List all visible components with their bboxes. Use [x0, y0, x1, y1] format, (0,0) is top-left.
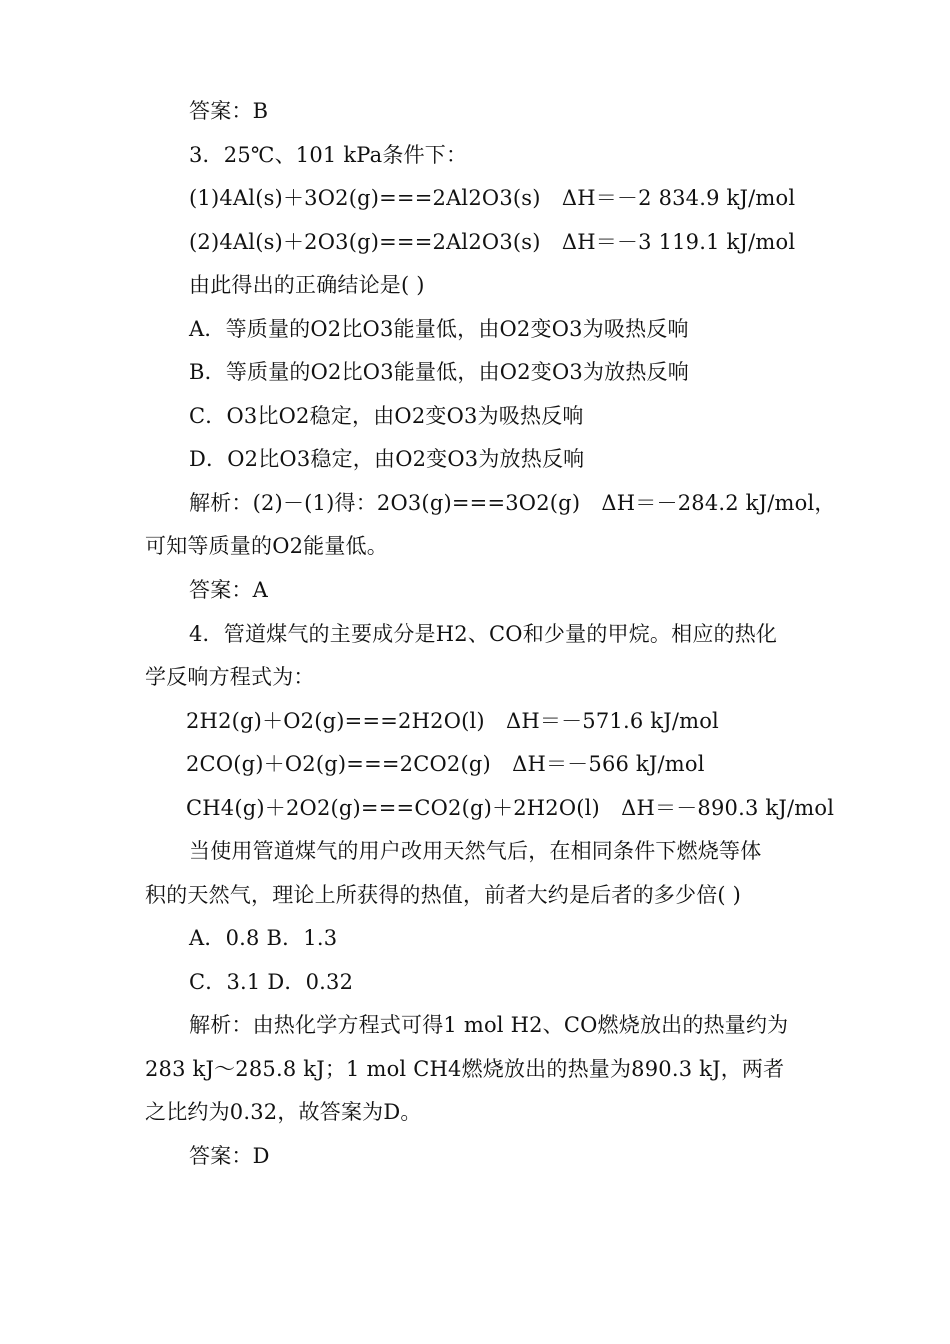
option-d: D．O2比O3稳定，由O2变O3为放热反响	[189, 447, 585, 471]
option-a: A．等质量的O2比O3能量低，由O2变O3为吸热反响	[189, 317, 689, 341]
answer-line-q4: 答案：D	[189, 1144, 270, 1168]
analysis-q3-line-1: 解析：(2)－(1)得：2O3(g)===3O2(g) ΔH＝－284.2 kJ/mol，	[189, 491, 836, 515]
option-c: C．O3比O2稳定，由O2变O3为吸热反响	[189, 404, 584, 428]
question-4-body-line-2: 积的天然气，理论上所获得的热值，前者大约是后者的多少倍( )	[145, 883, 742, 907]
equation-co: 2CO(g)＋O2(g)===2CO2(g) ΔH＝－566 kJ/mol	[186, 752, 705, 776]
question-3-stem: 3．25℃、101 kPa条件下：	[189, 143, 468, 167]
equation-1: (1)4Al(s)＋3O2(g)===2Al2O3(s) ΔH＝－2 834.9 kJ/mol	[189, 186, 796, 210]
answer-line-q3: 答案：A	[189, 578, 268, 602]
analysis-q4-line-1: 解析：由热化学方程式可得1 mol H2、CO燃烧放出的热量约为	[189, 1013, 789, 1037]
options-ab: A．0.8 B．1.3	[189, 926, 338, 950]
equation-ch4: CH4(g)＋2O2(g)===CO2(g)＋2H2O(l) ΔH＝－890.3 kJ/mol	[186, 796, 835, 820]
question-4-stem-line-2: 学反响方程式为：	[145, 665, 315, 689]
answer-line-q2: 答案：B	[189, 99, 269, 123]
options-cd: C．3.1 D．0.32	[189, 970, 354, 994]
analysis-q4-line-2: 283 kJ～285.8 kJ；1 mol CH4燃烧放出的热量为890.3 kJ，两者	[145, 1057, 785, 1081]
analysis-q4-line-3: 之比约为0.32，故答案为D。	[145, 1100, 422, 1124]
option-b: B．等质量的O2比O3能量低，由O2变O3为放热反响	[189, 360, 689, 384]
question-3-prompt: 由此得出的正确结论是( )	[189, 273, 425, 297]
analysis-q3-line-2: 可知等质量的O2能量低。	[145, 534, 388, 558]
question-4-stem-line-1: 4．管道煤气的主要成分是H2、CO和少量的甲烷。相应的热化	[189, 622, 778, 646]
equation-2: (2)4Al(s)＋2O3(g)===2Al2O3(s) ΔH＝－3 119.1 kJ/mol	[189, 230, 796, 254]
equation-h2: 2H2(g)＋O2(g)===2H2O(l) ΔH＝－571.6 kJ/mol	[186, 709, 719, 733]
question-4-body-line-1: 当使用管道煤气的用户改用天然气后，在相同条件下燃烧等体	[189, 839, 762, 863]
